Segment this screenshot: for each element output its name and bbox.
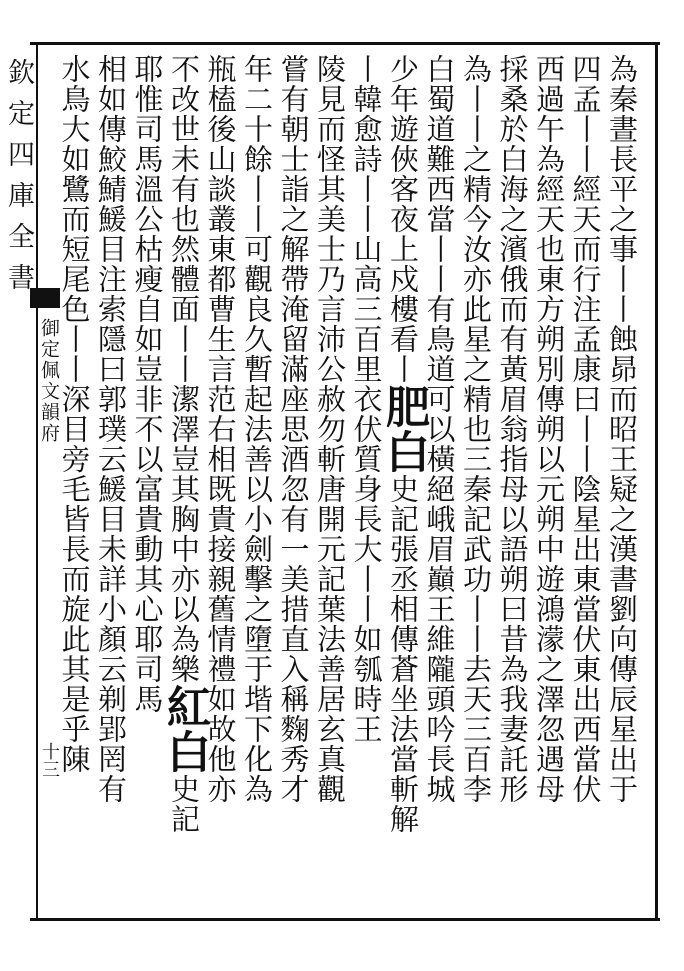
right-border bbox=[655, 42, 658, 921]
top-border bbox=[30, 42, 660, 45]
text-segment: 少年遊俠客夜上戍樓看丨 bbox=[386, 54, 420, 384]
text-segment: 瓶榼後山談叢東都曹生言范右相既貴接親舊情禮如故他亦 bbox=[203, 54, 238, 804]
text-segment: 陵見而怪其美士乃言沛公赦勿斬唐開元記葉法善居玄真觀 bbox=[313, 54, 347, 804]
text-segment: 相如傳鮫鯖鰀目注索隱曰郭璞云鰀目未詳小顏云剃郢罔有 bbox=[94, 54, 128, 804]
text-segment: 西過午為經天也東方朔別傳朔以元朔中遊鴻濛之澤忽遇母 bbox=[532, 54, 566, 804]
gutter-line bbox=[36, 42, 38, 921]
text-column-14 bbox=[130, 54, 166, 714]
text-column-1 bbox=[604, 54, 640, 804]
text-column-13 bbox=[159, 54, 210, 834]
text-column-4 bbox=[495, 54, 531, 804]
text-segment: 司馬 bbox=[130, 654, 165, 714]
text-column-15 bbox=[93, 54, 129, 804]
bottom-border bbox=[30, 918, 660, 921]
page-number: 十三 bbox=[39, 742, 60, 778]
text-segment: 衣伏質身長大丨丨如瓠時王 bbox=[349, 384, 384, 744]
text-column-9 bbox=[312, 54, 348, 804]
text-segment: 四孟丨丨經天而行注孟康曰丨丨陰星出東當伏東出西當伏 bbox=[568, 54, 603, 804]
text-segment: 採桑於白海之濱俄而有黃眉翁指母以語朔曰昔為我妻託形 bbox=[495, 54, 530, 804]
headword: 肥白 bbox=[378, 384, 429, 474]
text-column-8 bbox=[349, 54, 385, 744]
text-segment: 嘗有朝士詣之解帶淹留滿座思酒忽有一美措直入稱麴秀才 bbox=[276, 54, 311, 804]
text-segment: 為丨丨之精今汝亦此星之精也三秦記武功丨丨去天三百李 bbox=[459, 54, 493, 804]
text-segment: 丨韓愈詩丨丨山高三百里 bbox=[349, 54, 384, 384]
text-segment: 水鳥大如鷺而短尾色丨丨深目旁毛皆長而旋此其是乎陳 bbox=[57, 54, 92, 774]
text-column-2 bbox=[568, 54, 604, 804]
text-column-7 bbox=[378, 54, 429, 834]
text-column-10 bbox=[276, 54, 312, 804]
book-title: 欽定四庫全書 bbox=[3, 58, 34, 304]
text-column-3 bbox=[531, 54, 567, 804]
text-segment: 年二十餘丨丨可觀良久暫起法善以小劍擊之墮于堦下化為 bbox=[240, 54, 274, 804]
text-segment: 史記張丞相傳蒼坐法當斬解 bbox=[386, 474, 420, 834]
text-segment: 為秦晝長平之事丨丨蝕昴而昭王疑之漢書劉向傳辰星出于 bbox=[605, 54, 639, 804]
text-column-5 bbox=[458, 54, 494, 804]
text-segment: 耶惟司馬溫公枯瘦自如豈非不以富貴動其心耶 bbox=[130, 54, 165, 654]
headword: 紅白 bbox=[159, 684, 210, 774]
text-column-16 bbox=[57, 54, 93, 774]
text-segment: 不改世未有也然體面丨丨潔澤豈其胸中亦以為樂 bbox=[167, 54, 201, 684]
section-title: 御定佩文韻府 bbox=[38, 318, 60, 444]
text-segment: 史記 bbox=[167, 774, 201, 834]
gutter-fish-tail bbox=[30, 288, 60, 308]
text-column-11 bbox=[239, 54, 275, 804]
text-segment: 白蜀道難西當丨丨有鳥道可以橫絕峨眉巔王維隴頭吟長城 bbox=[422, 54, 457, 804]
